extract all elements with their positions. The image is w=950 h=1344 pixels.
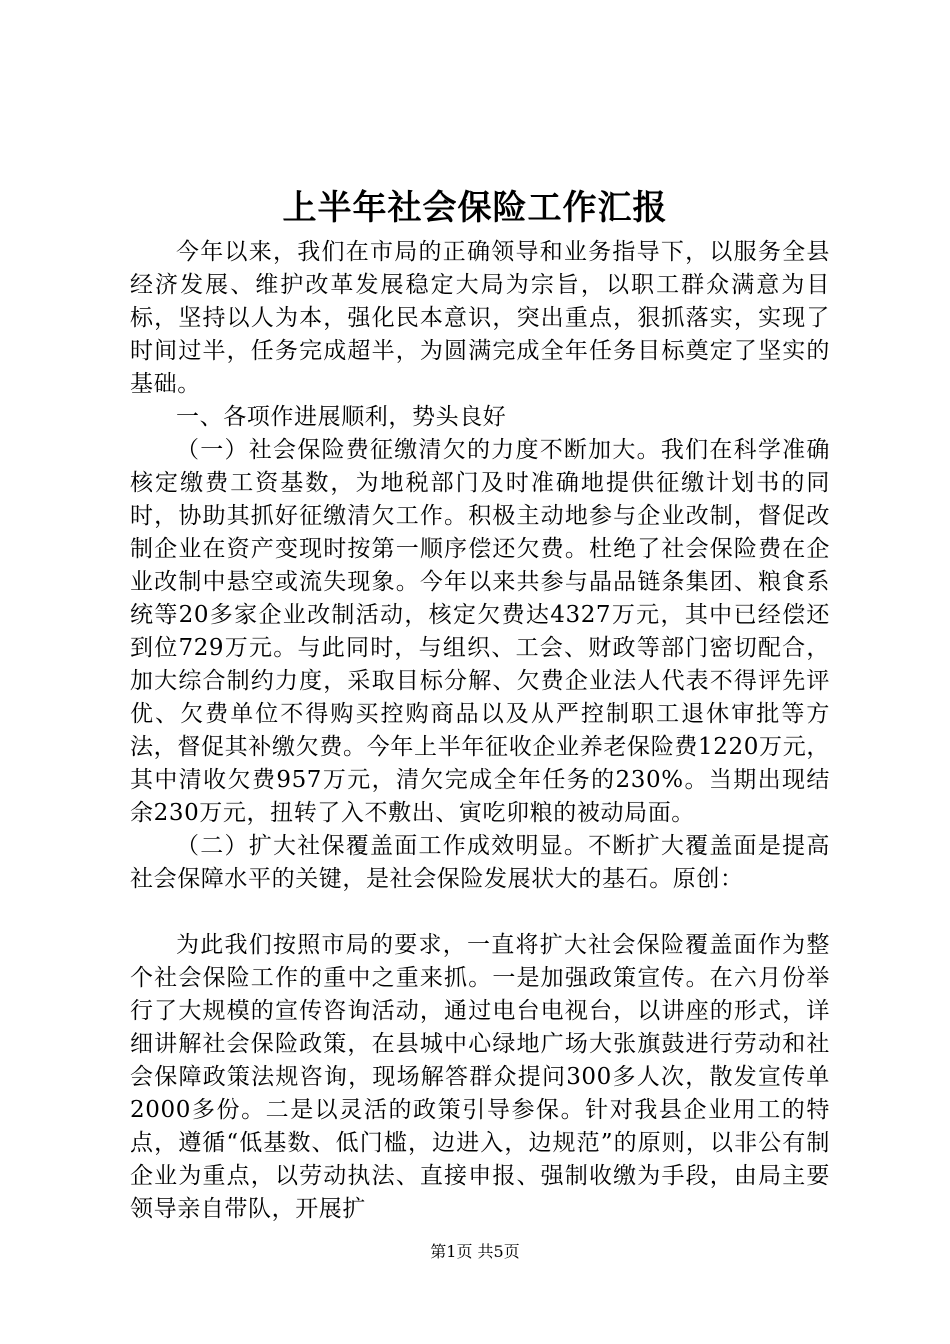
paragraph-intro: 今年以来，我们在市局的正确领导和业务指导下，以服务全县经济发展、维护改革发展稳定大局为宗旨，以职工群众满意为目标，坚持以人为本，强化民本意识，突出重点，狠抓落实，实现了时间过半，任务完成超半，为圆满完成全年任务目标奠定了坚实的基础。	[130, 239, 830, 397]
document-body	[130, 236, 830, 1226]
page-footer: 第1页 共5页	[430, 1242, 520, 1261]
paragraph-coverage-detail: 为此我们按照市局的要求，一直将扩大社会保险覆盖面作为整个社会保险工作的重中之重来抓。一是加强政策宣传。在六月份举行了大规模的宣传咨询活动，通过电台电视台，以讲座的形式，详细讲解社会保险政策，在县城中心绿地广场大张旗鼓进行劳动和社会保障政策法规咨询，现场解答群众提问300多人次，散发宣传单2000多份。二是以灵活的政策引导参保。针对我县企业用工的特点，遵循“低基数、低门槛，边进入，边规范”的原则，以非公有制企业为重点，以劳动执法、直接申报、强制收缴为手段，由局主要领导亲自带队，开展扩	[130, 932, 830, 1222]
paragraph-coverage: （二）扩大社保覆盖面工作成效明显。不断扩大覆盖面是提高社会保障水平的关键，是社会保险发展状大的基石。原创：	[130, 833, 830, 892]
paragraph-collection: （一）社会保险费征缴清欠的力度不断加大。我们在科学准确核定缴费工资基数，为地税部门及时准确地提供征缴计划书的同时，协助其抓好征缴清欠工作。积极主动地参与企业改制，督促改制企业在资产变现时按第一顺序偿还欠费。杜绝了社会保险费在企业改制中悬空或流失现象。今年以来共参与晶品链条集团、粮食系统等20多家企业改制活动，核定欠费达4327万元，其中已经偿还到位729万元。与此同时，与组织、工会、财政等部门密切配合，加大综合制约力度，采取目标分解、欠费企业法人代表不得评先评优、欠费单位不得购买控购商品以及从严控制职工退休审批等方法，督促其补缴欠费。今年上半年征收企业养老保险费1220万元，其中清收欠费957万元，清欠完成全年任务的230%。当期出现结余230万元，扭转了入不敷出、寅吃卯粮的被动局面。	[130, 437, 830, 826]
section-heading-1: 一、各项作进展顺利，势头良好	[176, 404, 507, 430]
document-title: 上半年社会保险工作汇报	[282, 188, 668, 228]
